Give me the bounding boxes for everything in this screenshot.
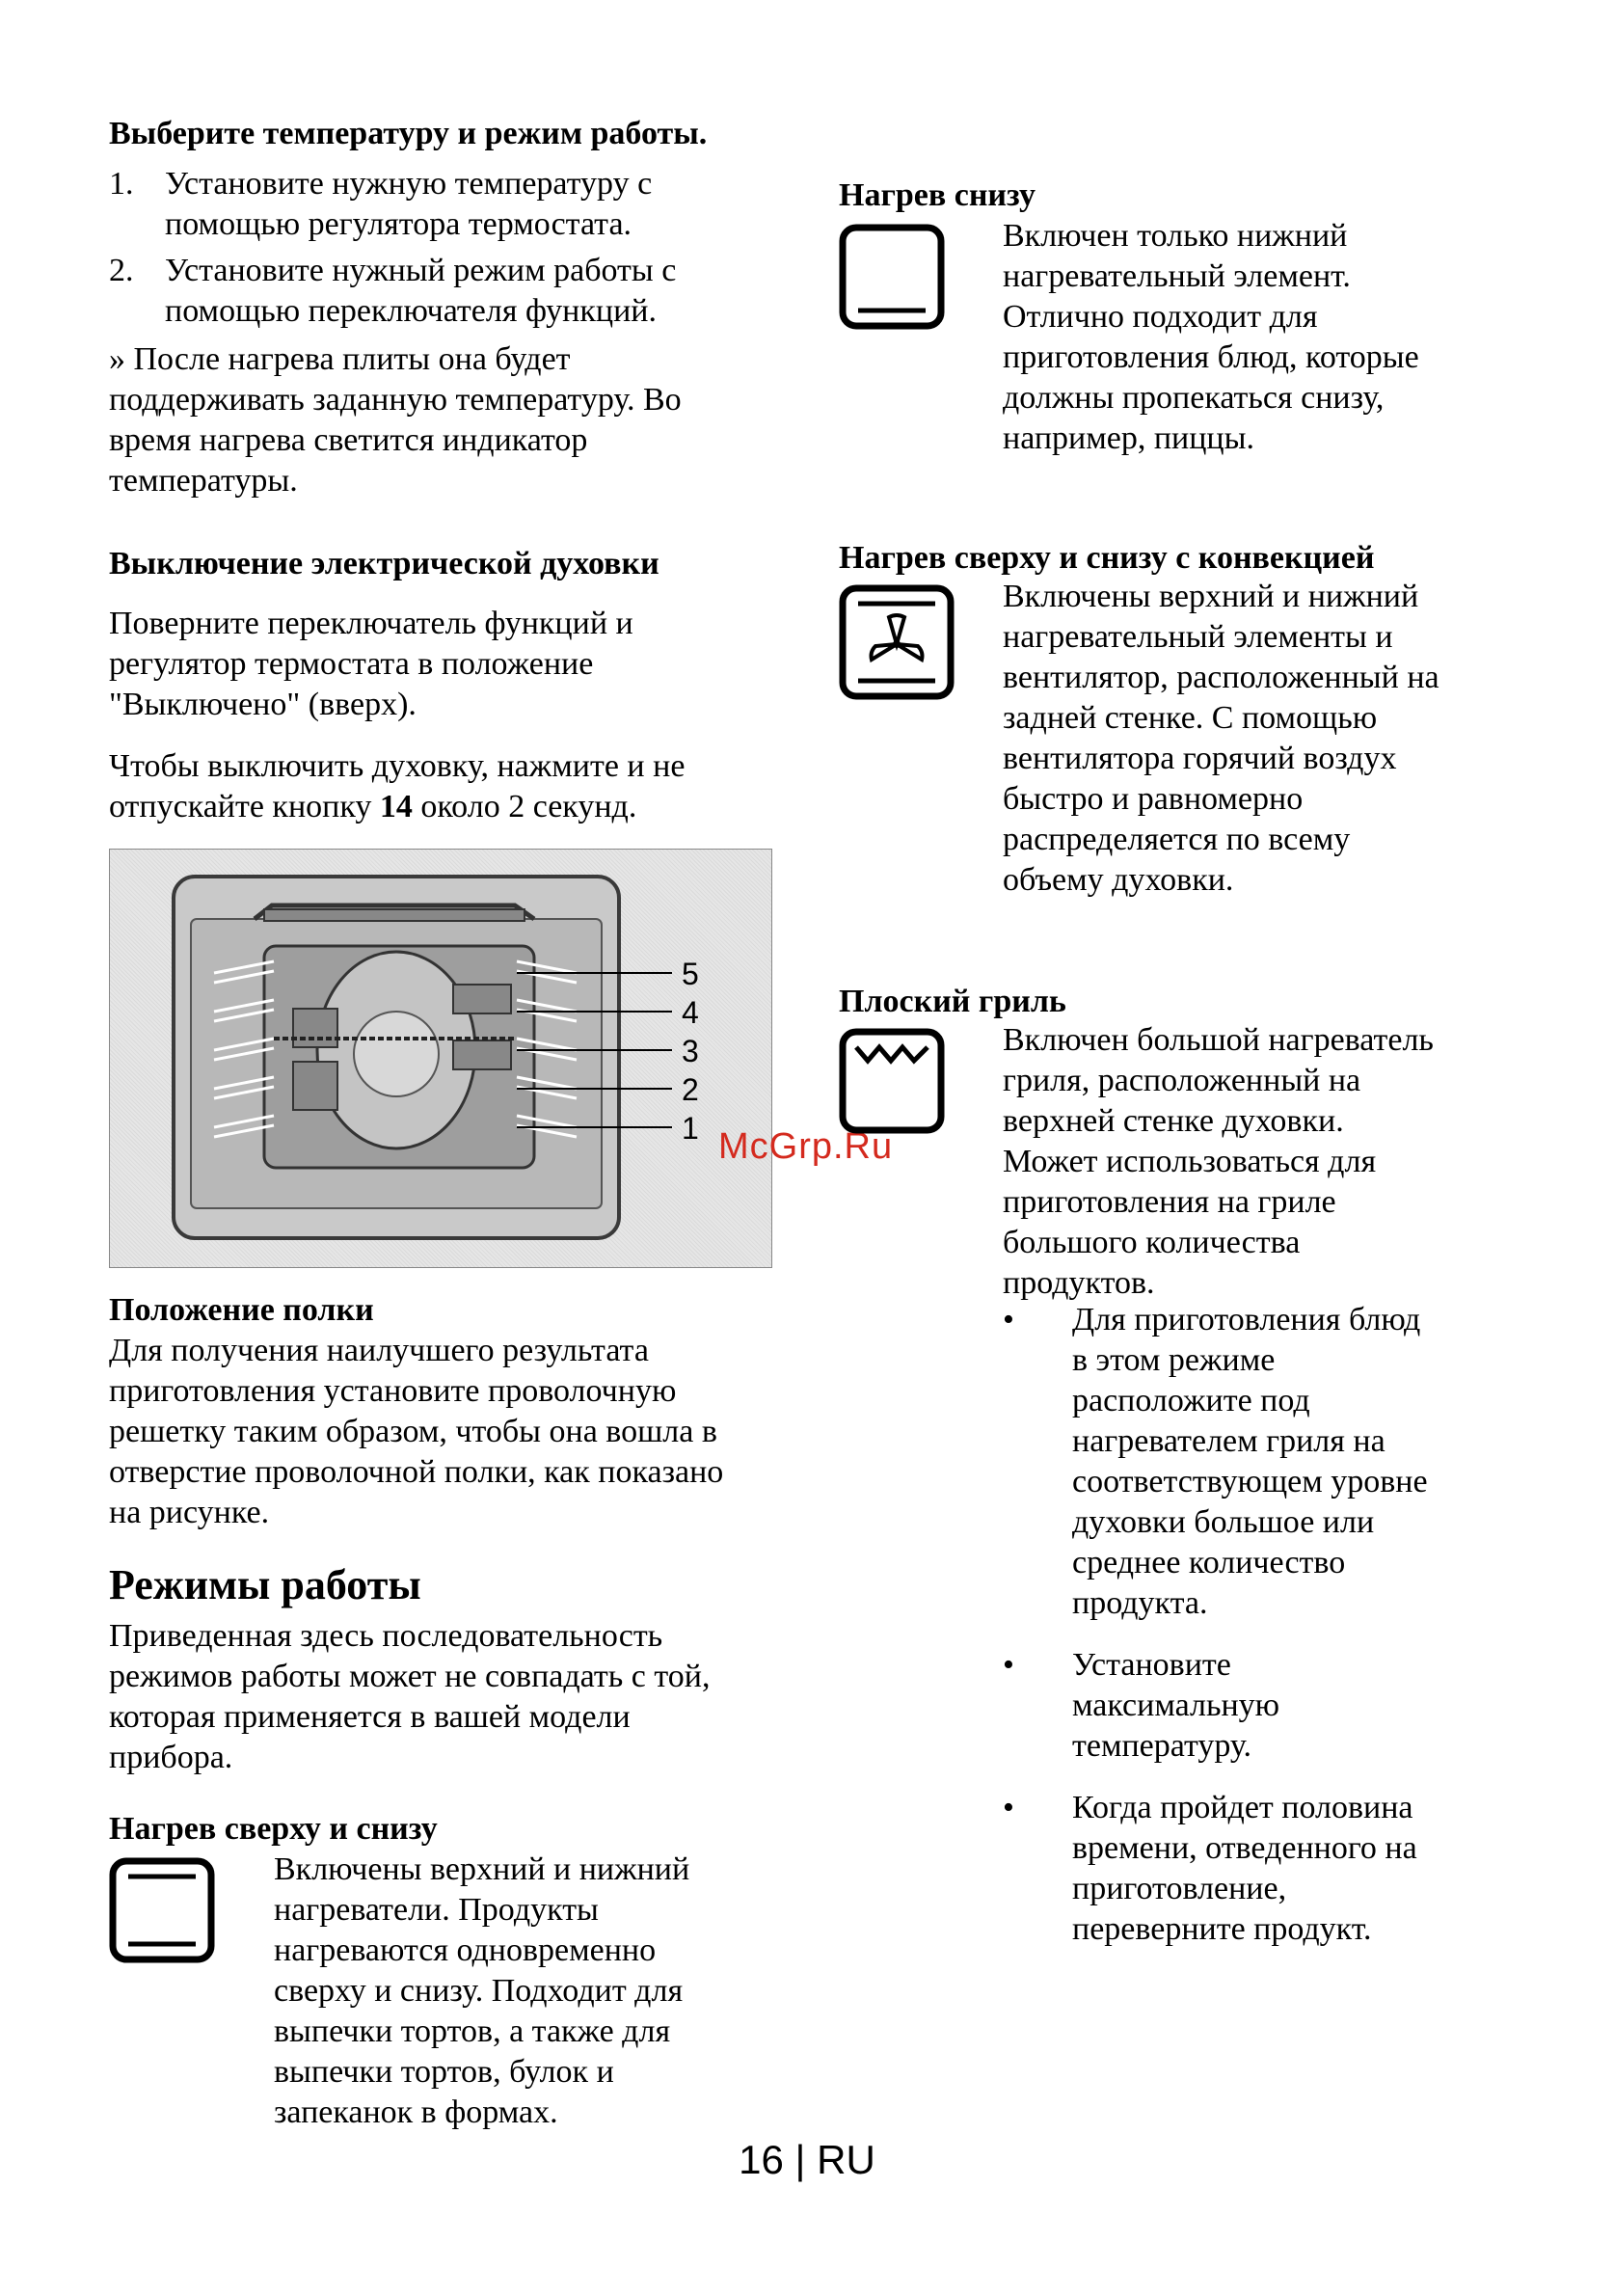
grill-description xyxy=(1003,1020,1601,1304)
bullet-icon: • xyxy=(1003,1647,1014,1683)
text-line: Отлично подходит для xyxy=(1003,299,1318,335)
text-line: запеканок в формах. xyxy=(274,2094,558,2130)
note-line: поддерживать заданную температуру. Во xyxy=(109,382,682,418)
select-section xyxy=(109,114,784,501)
oven-shelf-figure xyxy=(109,849,772,1268)
text-line xyxy=(109,787,784,827)
text-line: Чтобы выключить духовку, нажмите и не xyxy=(109,748,686,784)
step-line: Установите нужную температуру с xyxy=(165,166,653,202)
modes-section xyxy=(109,1560,784,1778)
page-number: 16 | RU xyxy=(739,2137,875,2182)
shelf-section xyxy=(109,1290,784,1533)
bullet-item xyxy=(1003,1645,1601,1767)
text-line: быстро и равномерно xyxy=(1003,781,1304,817)
grill-icon xyxy=(839,1028,945,1134)
text-line: вентилятор, расположенный на xyxy=(1003,660,1439,695)
bullet-item xyxy=(1003,1300,1601,1624)
grill-bullet-list xyxy=(1003,1300,1601,1950)
note-line: время нагрева светится индикатор xyxy=(109,422,588,458)
step-number: 1. xyxy=(109,166,134,202)
text-line: нагревательный элемент. xyxy=(1003,258,1351,294)
steps-list xyxy=(109,164,784,332)
note-line: » После нагрева плиты она будет xyxy=(109,341,571,377)
text-line: большого количества xyxy=(1003,1225,1301,1260)
text-line: Приведенная здесь последовательность xyxy=(109,1618,663,1654)
step-item xyxy=(109,251,784,332)
bullet-icon: • xyxy=(1003,1302,1014,1337)
text-line: которая применяется в вашей модели xyxy=(109,1699,631,1735)
oven-interior-illustration xyxy=(110,850,771,1267)
note-line: температуры. xyxy=(109,463,298,499)
grill-heading: Плоский гриль xyxy=(839,984,1066,1019)
step-number: 2. xyxy=(109,253,134,288)
text-line: среднее количество xyxy=(1072,1545,1346,1580)
convection-description xyxy=(1003,577,1601,901)
text-line: максимальную xyxy=(1072,1688,1280,1723)
text-line: Для приготовления блюд xyxy=(1072,1302,1421,1337)
text-line: соответствующем уровне xyxy=(1072,1464,1428,1499)
text-line: сверху и снизу. Подходит для xyxy=(274,1973,684,2009)
text-line: Может использоваться для xyxy=(1003,1144,1377,1179)
shelf-level-label: 2 xyxy=(682,1072,699,1107)
off-heading: Выключение электрической духовки xyxy=(109,546,659,581)
bottom-heat-section xyxy=(839,176,1514,216)
text-line: приготовления на гриле xyxy=(1003,1184,1336,1220)
text-line: прибора. xyxy=(109,1740,233,1775)
text-line: продуктов. xyxy=(1003,1265,1155,1301)
bottom-heat-description xyxy=(1003,216,1581,459)
text-line: распределяется по всему xyxy=(1003,822,1351,857)
top-bottom-heat-icon xyxy=(109,1857,215,1963)
text-line: времени, отведенного на xyxy=(1072,1830,1417,1866)
fan-convection-icon xyxy=(839,584,955,700)
convection-section xyxy=(839,538,1591,579)
text-line: духовки большое или xyxy=(1072,1504,1375,1540)
text-line: нагреваются одновременно xyxy=(274,1932,657,1968)
text-line: приготовления блюд, которые xyxy=(1003,339,1419,375)
text-fragment: около 2 секунд. xyxy=(412,789,637,824)
off-paragraph-1 xyxy=(109,604,784,725)
topbottom-section xyxy=(109,1809,784,1850)
text-line: нагревателем гриля на xyxy=(1072,1423,1385,1459)
note-paragraph xyxy=(109,339,784,501)
text-line: Когда пройдет половина xyxy=(1072,1790,1413,1825)
modes-heading: Режимы работы xyxy=(109,1561,421,1608)
text-line: Включены верхний и нижний xyxy=(1003,579,1419,614)
step-line: помощью переключателя функций. xyxy=(165,293,657,329)
shelf-level-label: 5 xyxy=(682,957,699,991)
topbottom-heading: Нагрев сверху и снизу xyxy=(109,1811,438,1847)
bottom-heat-icon xyxy=(839,224,945,330)
text-line: на рисунке. xyxy=(109,1495,270,1530)
watermark: McGrp.Ru xyxy=(718,1126,894,1167)
text-line: решетку таким образом, чтобы она вошла в xyxy=(109,1414,717,1449)
button-number: 14 xyxy=(379,789,413,824)
text-line: продукта. xyxy=(1072,1585,1208,1621)
text-line: регулятор термостата в положение xyxy=(109,646,594,682)
text-line: верхней стенке духовки. xyxy=(1003,1103,1344,1139)
text-line: Установите xyxy=(1072,1647,1231,1683)
text-line: Включены верхний и нижний xyxy=(274,1851,690,1887)
text-line: вентилятора горячий воздух xyxy=(1003,741,1397,776)
text-line: выпечки тортов, булок и xyxy=(274,2054,614,2090)
step-line: Установите нужный режим работы с xyxy=(165,253,677,288)
text-line: гриля, расположенный на xyxy=(1003,1063,1361,1098)
text-line: приготовления установите проволочную xyxy=(109,1373,677,1409)
convection-heading: Нагрев сверху и снизу с конвекцией xyxy=(839,540,1375,576)
text-line: температуру. xyxy=(1072,1728,1252,1764)
text-line: должны пропекаться снизу, xyxy=(1003,380,1385,416)
text-line: Включен большой нагреватель xyxy=(1003,1022,1434,1058)
text-line: переверните продукт. xyxy=(1072,1911,1372,1947)
bullet-item xyxy=(1003,1788,1601,1950)
text-line: в этом режиме xyxy=(1072,1342,1276,1378)
text-fragment: отпускайте кнопку xyxy=(109,789,380,824)
text-line: нагреватели. Продукты xyxy=(274,1892,599,1928)
text-line: нагревательный элементы и xyxy=(1003,619,1393,655)
grill-section xyxy=(839,982,1514,1022)
bottom-heat-heading: Нагрев снизу xyxy=(839,177,1036,213)
shelf-level-label: 1 xyxy=(682,1111,699,1146)
text-line: отверстие проволочной полки, как показано xyxy=(109,1454,724,1490)
text-line: приготовление, xyxy=(1072,1871,1287,1906)
step-line: помощью регулятора термостата. xyxy=(165,206,632,242)
shelf-level-label: 3 xyxy=(682,1034,699,1068)
text-line: Для получения наилучшего результата xyxy=(109,1333,649,1368)
text-line: задней стенке. С помощью xyxy=(1003,700,1378,736)
shelf-level-label: 4 xyxy=(682,995,699,1030)
text-line: "Выключено" (вверх). xyxy=(109,687,417,722)
bullet-icon: • xyxy=(1003,1790,1014,1825)
off-section xyxy=(109,544,784,827)
off-paragraph-2 xyxy=(109,746,784,827)
text-line: например, пиццы. xyxy=(1003,420,1254,456)
text-line: объему духовки. xyxy=(1003,862,1234,898)
text-line: Поверните переключатель функций и xyxy=(109,606,633,641)
text-line: расположите под xyxy=(1072,1383,1310,1418)
text-line: выпечки тортов, а также для xyxy=(274,2013,671,2049)
shelf-heading: Положение полки xyxy=(109,1292,374,1328)
text-line: Включен только нижний xyxy=(1003,218,1348,254)
step-item xyxy=(109,164,784,245)
topbottom-description xyxy=(274,1850,775,2133)
select-heading: Выберите температуру и режим работы. xyxy=(109,116,708,151)
text-line: режимов работы может не совпадать с той, xyxy=(109,1659,711,1694)
